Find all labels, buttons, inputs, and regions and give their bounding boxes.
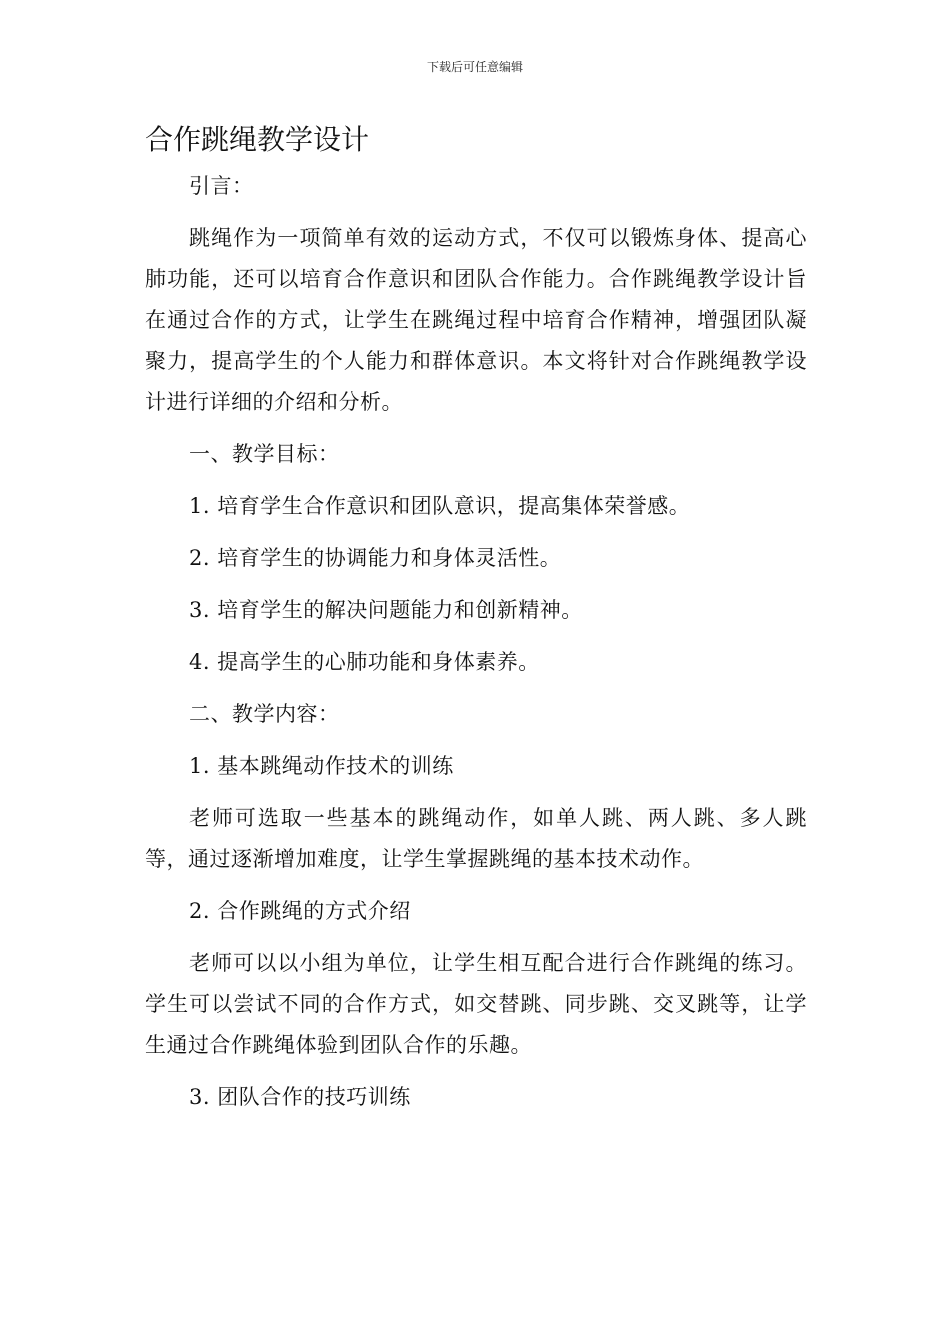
goal-item-4: 4. 提高学生的心肺功能和身体素养。 bbox=[189, 650, 540, 674]
document-title: 合作跳绳教学设计 bbox=[145, 123, 370, 156]
goal-item-1: 1. 培育学生合作意识和团队意识，提高集体荣誉感。 bbox=[189, 494, 691, 518]
content-item-2-heading: 2. 合作跳绳的方式介绍 bbox=[189, 899, 411, 923]
content-item-3-heading: 3. 团队合作的技巧训练 bbox=[189, 1085, 411, 1109]
content-item-1-heading: 1. 基本跳绳动作技术的训练 bbox=[189, 754, 454, 778]
document-body bbox=[145, 166, 807, 1129]
header-note: 下载后可任意编辑 bbox=[426, 60, 523, 74]
section-heading-content: 二、教学内容： bbox=[189, 702, 340, 726]
goal-item-3: 3. 培育学生的解决问题能力和创新精神。 bbox=[189, 598, 583, 622]
content-item-2-paragraph: 老师可以以小组为单位，让学生相互配合进行合作跳绳的练习。学生可以尝试不同的合作方式，如交替跳、同步跳、交叉跳等，让学生通过合作跳绳体验到团队合作的乐趣。 bbox=[145, 951, 807, 1057]
goal-item-2: 2. 培育学生的协调能力和身体灵活性。 bbox=[189, 546, 562, 570]
content-item-1-paragraph: 老师可选取一些基本的跳绳动作，如单人跳、两人跳、多人跳等，通过逐渐增加难度，让学生掌握跳绳的基本技术动作。 bbox=[145, 806, 807, 871]
intro-label: 引言： bbox=[189, 174, 254, 198]
section-heading-goals: 一、教学目标： bbox=[189, 442, 340, 466]
intro-paragraph: 跳绳作为一项简单有效的运动方式，不仅可以锻炼身体、提高心肺功能，还可以培育合作意识和团队合作能力。合作跳绳教学设计旨在通过合作的方式，让学生在跳绳过程中培育合作精神，增强团队凝聚力，提高学生的个人能力和群体意识。本文将针对合作跳绳教学设计进行详细的介绍和分析。 bbox=[145, 226, 807, 414]
